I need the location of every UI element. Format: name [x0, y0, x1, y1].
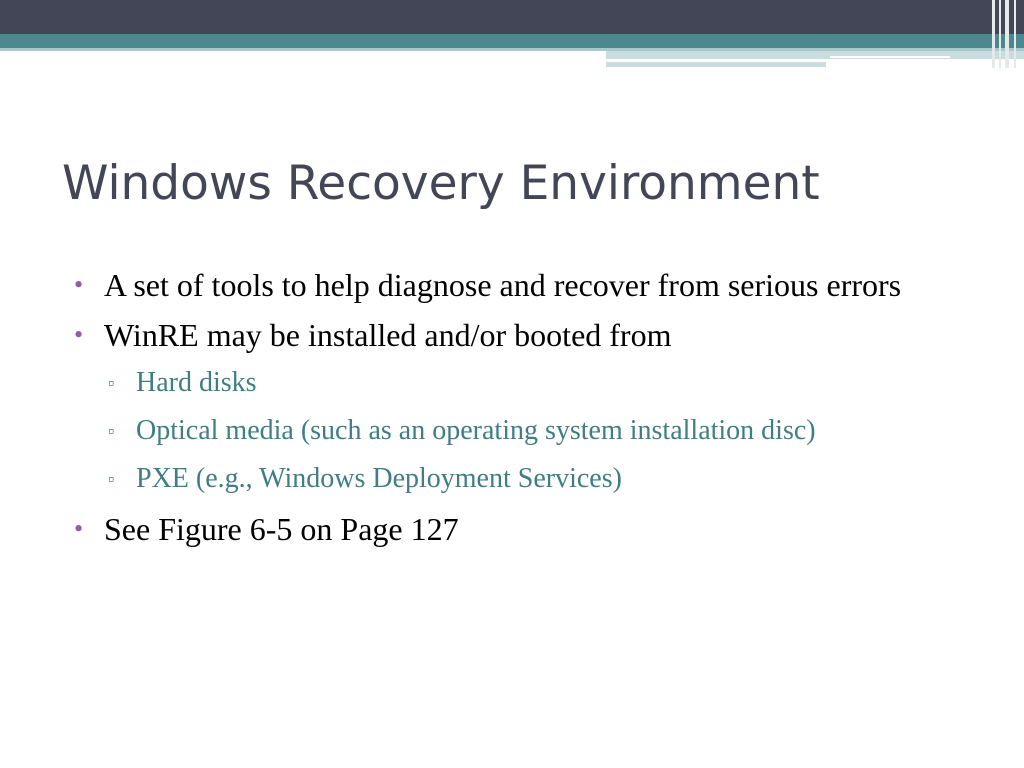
slide-content — [72, 262, 972, 556]
bullet-text: See Figure 6-5 on Page 127 — [104, 511, 459, 547]
bullet-dot-icon: • — [74, 320, 84, 349]
sub-bullet-item — [72, 458, 972, 500]
sub-bullet-item — [72, 410, 972, 452]
bullet-item — [72, 506, 972, 552]
bullet-item — [72, 262, 972, 308]
sub-bullet-square-icon: ▫ — [108, 469, 115, 489]
header-dark-band — [0, 0, 1024, 34]
header-edge-stripes — [990, 0, 1024, 68]
slide-title: Windows Recovery Environment — [62, 156, 820, 211]
bullet-dot-icon: • — [74, 270, 84, 299]
sub-bullet-text: Hard disks — [136, 367, 257, 398]
bullet-text: A set of tools to help diagnose and recover from serious errors — [104, 267, 902, 303]
header-accent-thin-line — [830, 56, 950, 58]
bullet-item — [72, 312, 972, 358]
sub-bullet-text: PXE (e.g., Windows Deployment Services) — [136, 463, 622, 494]
bullet-text: WinRE may be installed and/or booted from — [104, 317, 672, 353]
sub-bullet-square-icon: ▫ — [108, 373, 115, 393]
sub-bullet-text: Optical media (such as an operating system installation disc) — [136, 415, 816, 446]
header-accent-bar — [606, 51, 1024, 59]
sub-bullet-square-icon: ▫ — [108, 421, 115, 441]
sub-bullet-item — [72, 362, 972, 404]
bullet-dot-icon: • — [74, 514, 84, 543]
header-accent-bar-short — [606, 62, 826, 67]
header-teal-band — [0, 34, 1024, 48]
